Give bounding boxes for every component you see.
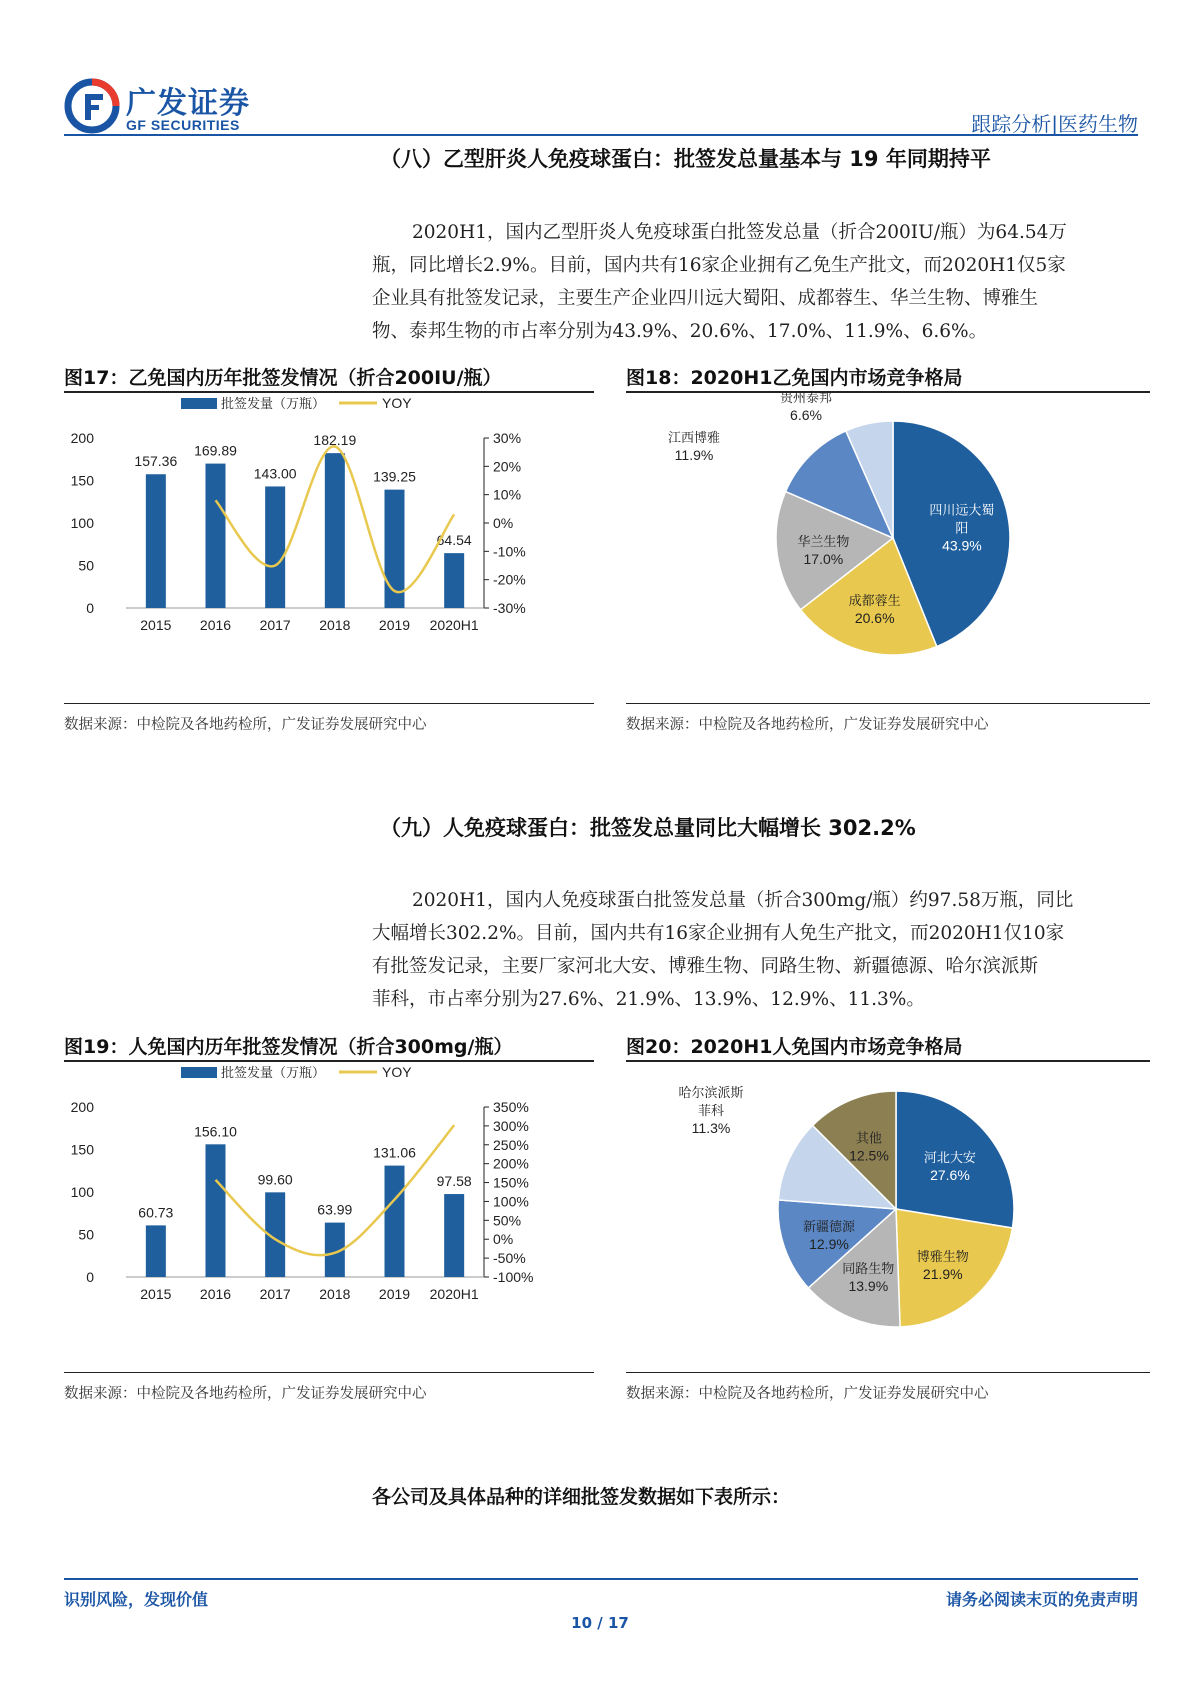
pie-slice-label: 新疆德源 — [802, 1218, 855, 1234]
legend-bar-label: 批签发量（万瓶） — [221, 1065, 326, 1080]
fig19-title: 图19：人免国内历年批签发情况（折合300mg/瓶） — [64, 1036, 513, 1058]
para-line: 企业具有批签发记录，主要生产企业四川远大蜀阳、成都蓉生、华兰生物、博雅生 — [372, 288, 1039, 309]
y2-tick-label: -100% — [493, 1269, 534, 1285]
fig18-chart — [626, 390, 1150, 698]
report-category: 跟踪分析|医药生物 — [971, 112, 1138, 136]
y2-tick-label: 200% — [493, 1155, 529, 1172]
fig19-bottom-rule — [64, 1372, 594, 1373]
y-tick-label: 200 — [70, 1099, 94, 1115]
fig17-title: 图17：乙免国内历年批签发情况（折合200IU/瓶） — [64, 367, 502, 389]
bar — [146, 1225, 166, 1277]
footer-disclaimer: 请务必阅读末页的免责声明 — [945, 1590, 1138, 1609]
bar-value-label: 63.99 — [317, 1201, 353, 1218]
bar-value-label: 99.60 — [257, 1171, 293, 1188]
para-line: 2020H1，国内人免疫球蛋白批签发总量（折合300mg/瓶）约97.58万瓶，同比 — [412, 890, 1074, 911]
fig18-source: 数据来源：中检院及各地药检所，广发证券发展研究中心 — [626, 717, 989, 733]
y-tick-label: 50 — [78, 557, 94, 574]
pie-slice-label: 同路生物 — [842, 1261, 895, 1277]
footer-slogan: 识别风险，发现价值 — [64, 1590, 209, 1609]
y2-tick-label: 150% — [493, 1174, 529, 1191]
pie-slice-label: 河北大安 — [923, 1150, 976, 1166]
logo-en: GF SECURITIES — [126, 117, 240, 133]
header-rule — [64, 134, 1138, 136]
fig17-chart — [64, 395, 594, 698]
fig17-top-rule — [64, 391, 594, 393]
fig19-source: 数据来源：中检院及各地药检所，广发证券发展研究中心 — [64, 1386, 427, 1402]
x-tick-label: 2020H1 — [429, 1286, 479, 1302]
footer-rule — [64, 1578, 1138, 1580]
legend-bar-swatch — [181, 398, 217, 409]
y-tick-label: 100 — [70, 1184, 94, 1200]
bar-value-label: 156.10 — [194, 1123, 237, 1140]
fig20-chart — [626, 1067, 1150, 1367]
fig17-bottom-rule — [64, 703, 594, 704]
pie-slice-label: 其他 — [855, 1130, 882, 1146]
section-8-paragraph — [372, 216, 1142, 348]
pie-slice-pct: 6.6% — [790, 407, 822, 423]
y-tick-label: 200 — [70, 430, 94, 446]
x-tick-label: 2016 — [199, 617, 232, 633]
bar — [325, 453, 345, 608]
y2-tick-label: 10% — [493, 486, 522, 503]
pie-slice-label: 贵州泰邦 — [779, 390, 833, 405]
bar-value-label: 97.58 — [436, 1173, 472, 1190]
fig18-top-rule — [626, 391, 1150, 393]
y2-tick-label: 100% — [493, 1193, 529, 1210]
pie-slice-pct: 11.3% — [691, 1120, 731, 1136]
pie-slice-label: 菲科 — [697, 1103, 725, 1118]
x-tick-label: 2016 — [199, 1286, 232, 1302]
logo-cn: 广发证券 — [126, 86, 250, 121]
y-tick-label: 100 — [70, 515, 94, 531]
fig19-chart — [64, 1064, 594, 1367]
para-line: 菲科，市占率分别为27.6%、21.9%、13.9%、12.9%、11.3%。 — [372, 989, 925, 1010]
bar — [265, 486, 285, 608]
legend-line-label: YOY — [382, 1064, 412, 1080]
pie-slice-pct: 11.9% — [674, 447, 714, 463]
pie-slice-pct: 21.9% — [922, 1266, 963, 1283]
para-line: 大幅增长302.2%。目前，国内共有16家企业拥有人免生产批文，而2020H1仅10家 — [372, 923, 1065, 944]
y2-tick-label: -20% — [493, 571, 526, 588]
x-tick-label: 2017 — [259, 617, 291, 633]
fig20-bottom-rule — [626, 1372, 1150, 1373]
table-intro-text: 各公司及具体品种的详细批签发数据如下表所示： — [372, 1486, 791, 1508]
bar-value-label: 169.89 — [194, 442, 237, 459]
bar — [206, 1144, 226, 1277]
header-logo — [64, 78, 254, 134]
legend-line-label: YOY — [382, 395, 412, 411]
pie-slice-pct: 17.0% — [803, 550, 844, 567]
bar-value-label: 60.73 — [138, 1204, 174, 1221]
legend-bar-label: 批签发量（万瓶） — [221, 396, 326, 411]
legend-bar-swatch — [181, 1067, 217, 1078]
x-tick-label: 2018 — [319, 1286, 351, 1302]
fig18-title: 图18：2020H1乙免国内市场竞争格局 — [626, 367, 963, 389]
fig17-source: 数据来源：中检院及各地药检所，广发证券发展研究中心 — [64, 717, 427, 733]
pie-slice-label: 江西博雅 — [667, 430, 721, 445]
y2-tick-label: -30% — [493, 600, 526, 616]
y-tick-label: 50 — [78, 1226, 94, 1243]
x-tick-label: 2019 — [378, 1286, 411, 1302]
fig20-source: 数据来源：中检院及各地药检所，广发证券发展研究中心 — [626, 1386, 989, 1402]
pie-slice-pct: 12.5% — [849, 1147, 889, 1164]
bar — [206, 464, 226, 608]
pie-slice-label: 四川远大蜀 — [929, 502, 995, 518]
bar-value-label: 143.00 — [253, 465, 297, 482]
y2-tick-label: 350% — [493, 1099, 529, 1115]
pie-slice-label: 成都蓉生 — [848, 592, 901, 608]
fig19-top-rule — [64, 1060, 594, 1062]
pie-slice-label: 华兰生物 — [797, 533, 850, 549]
y2-tick-label: 50% — [493, 1212, 522, 1229]
fig20-title: 图20：2020H1人免国内市场竞争格局 — [626, 1036, 963, 1058]
pie-slice-label: 哈尔滨派斯 — [678, 1085, 744, 1100]
y-tick-label: 0 — [86, 1269, 94, 1285]
y2-tick-label: -50% — [493, 1250, 526, 1267]
bar — [146, 474, 166, 608]
pie-slice-pct: 27.6% — [930, 1167, 970, 1184]
bar-value-label: 131.06 — [373, 1144, 416, 1161]
y2-tick-label: -10% — [493, 543, 526, 560]
section-8-title: （八）乙型肝炎人免疫球蛋白：批签发总量基本与 19 年同期持平 — [380, 147, 991, 171]
bar-value-label: 139.25 — [373, 468, 416, 485]
pie-slice-pct: 12.9% — [809, 1235, 849, 1252]
para-line: 物、泰邦生物的市占率分别为43.9%、20.6%、17.0%、11.9%、6.6%。 — [372, 321, 988, 342]
y-tick-label: 0 — [86, 600, 94, 616]
y2-tick-label: 20% — [493, 458, 522, 475]
y2-tick-label: 250% — [493, 1136, 529, 1153]
y2-tick-label: 0% — [493, 515, 514, 531]
bar-value-label: 182.19 — [313, 432, 357, 449]
x-tick-label: 2019 — [378, 617, 411, 633]
bar — [385, 1166, 405, 1277]
bar — [444, 553, 464, 608]
para-line: 瓶，同比增长2.9%。目前，国内共有16家企业拥有乙免生产批文，而2020H1仅5家 — [372, 255, 1066, 276]
x-tick-label: 2020H1 — [429, 617, 479, 633]
y-tick-label: 150 — [70, 472, 94, 489]
pie-slice-label: 博雅生物 — [916, 1249, 969, 1265]
para-line: 有批签发记录，主要厂家河北大安、博雅生物、同路生物、新疆德源、哈尔滨派斯 — [372, 956, 1039, 977]
pie-slice-pct: 20.6% — [854, 609, 895, 626]
fig18-bottom-rule — [626, 703, 1150, 704]
section-9-title: （九）人免疫球蛋白：批签发总量同比大幅增长 302.2% — [380, 816, 916, 840]
fig20-top-rule — [626, 1060, 1150, 1062]
bar — [444, 1194, 464, 1277]
para-line: 2020H1，国内乙型肝炎人免疫球蛋白批签发总量（折合200IU/瓶）为64.54万 — [412, 222, 1067, 243]
bar-value-label: 157.36 — [134, 453, 178, 470]
x-tick-label: 2015 — [140, 1286, 172, 1302]
bar-value-label: 64.54 — [436, 532, 472, 549]
x-tick-label: 2017 — [259, 1286, 291, 1302]
x-tick-label: 2018 — [319, 617, 351, 633]
y2-tick-label: 0% — [493, 1231, 514, 1248]
pie-slice-label: 阳 — [955, 520, 969, 536]
y2-tick-label: 30% — [493, 430, 522, 446]
page-number: 10 / 17 — [571, 1614, 629, 1632]
pie-slice-pct: 13.9% — [848, 1278, 889, 1295]
x-tick-label: 2015 — [140, 617, 172, 633]
pie-slice-pct: 43.9% — [942, 537, 982, 554]
section-9-paragraph — [372, 884, 1142, 1016]
y-tick-label: 150 — [70, 1141, 94, 1158]
gf-logo-icon — [64, 78, 120, 134]
y2-tick-label: 300% — [493, 1117, 529, 1134]
